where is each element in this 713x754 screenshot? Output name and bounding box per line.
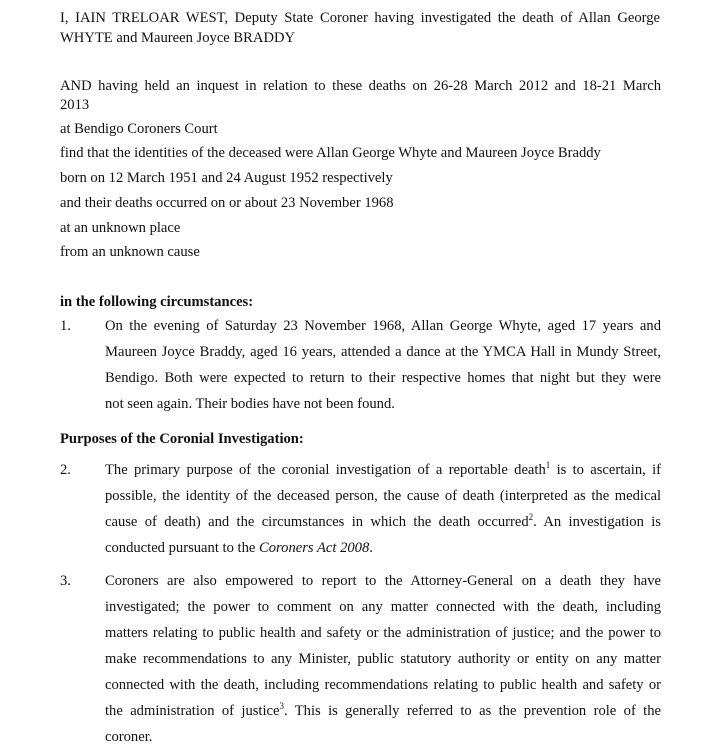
paragraph-1-line-3: Bendigo. Both were expected to return to their respective homes that night but they were <box>105 370 661 386</box>
paragraph-2-line-1-tail: is to ascertain, if <box>550 462 662 478</box>
paragraph-2-line-4-tail: . <box>369 540 373 556</box>
paragraph-1-number: 1. <box>60 318 71 334</box>
footnote-ref-1: 1 <box>545 460 551 470</box>
paragraph-3-line-2: investigated; the power to comment on any matter connected with the death, including <box>105 599 661 615</box>
paragraph-3-line-5: connected with the death, including recommendations relating to public health and safety or <box>105 677 661 693</box>
paragraph-1-line-2: Maureen Joyce Braddy, aged 16 years, attended a dance at the YMCA Hall in Mundy Street, <box>105 344 661 360</box>
paragraph-3-line-6 <box>105 702 661 720</box>
paragraph-2-number: 2. <box>60 462 71 478</box>
footnote-ref-3: 3 <box>279 701 284 711</box>
inquest-line-2: 2013 <box>60 97 90 113</box>
paragraph-2-line-3-text: cause of death) and the circumstances in which the death occurred <box>105 514 529 530</box>
paragraph-2-line-3 <box>105 513 661 531</box>
paragraph-3-line-6-tail: . This is generally referred to as the prevention role of the <box>284 703 661 719</box>
identities-line: find that the identities of the deceased were Allan George Whyte and Maureen Joyce Braddy <box>60 145 601 161</box>
paragraph-3-number: 3. <box>60 573 71 589</box>
paragraph-2-line-4-text: conducted pursuant to the <box>105 540 260 556</box>
court-line: at Bendigo Coroners Court <box>60 121 218 137</box>
intro-line-1: I, IAIN TRELOAR WEST, Deputy State Coroner having investigated the death of Allan George <box>60 10 660 26</box>
cause-line: from an unknown cause <box>60 244 200 260</box>
deaths-line: and their deaths occurred on or about 23 November 1968 <box>60 195 394 211</box>
paragraph-2-line-1-text: The primary purpose of the coronial investigation of a reportable death <box>105 462 546 478</box>
inquest-line-1: AND having held an inquest in relation to these deaths on 26-28 March 2012 and 18-21 March <box>60 78 661 94</box>
intro-line-2: WHYTE and Maureen Joyce BRADDY <box>60 30 296 46</box>
paragraph-2-line-3-tail: . An investigation is <box>533 514 661 530</box>
born-line: born on 12 March 1951 and 24 August 1952 respectively <box>60 170 393 186</box>
circumstances-heading: in the following circumstances: <box>60 294 254 310</box>
paragraph-2-line-4 <box>105 539 373 557</box>
paragraph-3-line-6-text: the administration of justice <box>105 703 280 719</box>
coroners-act-title: Coroners Act 2008 <box>259 540 370 556</box>
paragraph-3-line-1: Coroners are also empowered to report to the Attorney-General on a death they have <box>105 573 661 589</box>
place-line: at an unknown place <box>60 220 181 236</box>
paragraph-1-line-1: On the evening of Saturday 23 November 1968, Allan George Whyte, aged 17 years and <box>105 318 661 334</box>
footnote-ref-2: 2 <box>528 512 534 522</box>
paragraph-2-line-1 <box>105 461 661 479</box>
paragraph-2-line-2: possible, the identity of the deceased person, the cause of death (interpreted as the medical <box>105 488 661 504</box>
paragraph-3-line-7: coroner. <box>105 729 153 745</box>
paragraph-1-line-4: not seen again. Their bodies have not been found. <box>105 396 395 412</box>
paragraph-3-line-3: matters relating to public health and safety or the administration of justice; and the power to <box>105 625 661 641</box>
purposes-heading: Purposes of the Coronial Investigation: <box>60 431 304 447</box>
paragraph-3-line-4: make recommendations to any Minister, public statutory authority or entity on any matter <box>105 651 661 667</box>
